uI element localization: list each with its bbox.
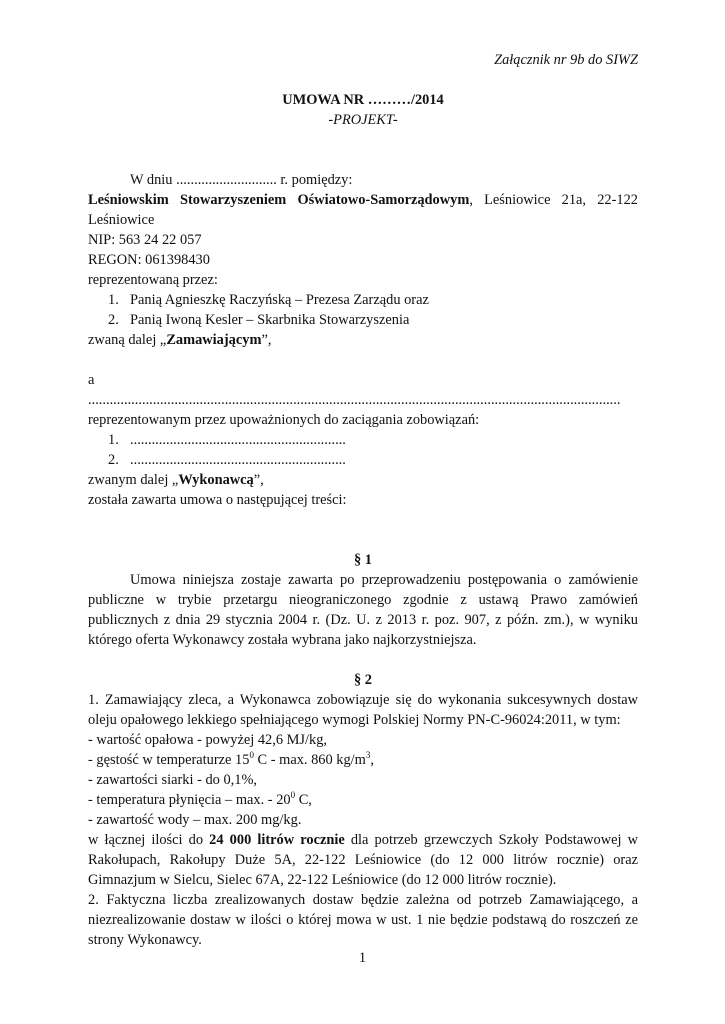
spec-text: C, bbox=[295, 792, 312, 808]
section-2-heading: § 2 bbox=[354, 672, 372, 688]
called-name: Wykonawcą bbox=[178, 472, 254, 488]
superscript: 0 bbox=[249, 750, 254, 761]
section-2-para-2 bbox=[88, 830, 638, 890]
spec-item-1: - wartość opałowa - powyżej 42,6 MJ/kg, bbox=[88, 732, 327, 748]
superscript: 0 bbox=[290, 790, 296, 801]
spec-item-3: - zawartości siarki - do 0,1%, bbox=[88, 772, 258, 788]
contract-title: UMOWA NR ………/2014 bbox=[282, 92, 444, 108]
party1-called bbox=[88, 330, 638, 350]
called-suffix: ”, bbox=[261, 332, 272, 348]
section-1-text: Umowa niniejsza zostaje zawarta po przeprowadzeniu postępowania o zamówienie publiczne w trybie przetargu nieograniczonego zgodnie z ustawą Prawo zamówień publicznych z dnia 29 stycznia 2004 r. (Dz. U. z 2013 r. poz. 907, z późn. zm.), w wyniku którego oferta Wykonawcy została wybrana jako najkorzystniejsza. bbox=[88, 572, 638, 648]
called-suffix: ”, bbox=[253, 472, 264, 488]
spec-item-5: - zawartość wody – max. 200 mg/kg. bbox=[88, 812, 302, 828]
party1-name-line bbox=[88, 190, 638, 230]
dotted-line: .................................................................................................................................................... bbox=[88, 392, 621, 408]
contract-subtitle: -PROJEKT- bbox=[328, 112, 398, 128]
intro-line: W dniu ............................ r. pomiędzy: bbox=[130, 172, 353, 188]
and-word: a bbox=[88, 372, 95, 388]
spec-item-4 bbox=[88, 790, 638, 810]
called-name: Zamawiającym bbox=[166, 332, 262, 348]
attachment-label: Załącznik nr 9b do SIWZ bbox=[494, 52, 638, 68]
document-content bbox=[88, 50, 638, 950]
page-number: 1 bbox=[358, 950, 367, 966]
para-text: w łącznej ilości do bbox=[88, 832, 210, 848]
spec-text: C - max. 860 kg/m bbox=[253, 752, 366, 768]
list-number: 2. bbox=[108, 312, 119, 328]
list-number: 2. bbox=[108, 452, 119, 468]
party1-regon: REGON: 061398430 bbox=[88, 252, 210, 268]
list-text: Panią Iwoną Kesler – Skarbnika Stowarzyszenia bbox=[130, 312, 410, 328]
list-number: 1. bbox=[108, 292, 119, 308]
spec-text: - gęstość w temperaturze 15 bbox=[88, 752, 250, 768]
para-bold: 24 000 litrów rocznie bbox=[209, 832, 345, 848]
called-prefix: zwanym dalej „ bbox=[88, 472, 179, 488]
party2-rep-2 bbox=[88, 450, 638, 470]
party1-rep-2 bbox=[88, 310, 638, 330]
section-1-heading: § 1 bbox=[354, 552, 372, 568]
party2-called bbox=[88, 470, 638, 490]
spec-text: , bbox=[370, 752, 374, 768]
spec-item-2 bbox=[88, 750, 638, 770]
party1-rep-1 bbox=[88, 290, 638, 310]
list-number: 1. bbox=[108, 432, 119, 448]
party2-rep-1 bbox=[88, 430, 638, 450]
called-prefix: zwaną dalej „ bbox=[88, 332, 167, 348]
party1-represented: reprezentowaną przez: bbox=[88, 272, 218, 288]
party1-address: , Leśniowice 21a, 22-122 Leśniowice bbox=[88, 192, 638, 228]
party2-concluded: została zawarta umowa o następującej treści: bbox=[88, 492, 347, 508]
party1-name: Leśniowskim Stowarzyszeniem Oświatowo-Samorządowym bbox=[88, 192, 470, 208]
list-text: Panią Agnieszkę Raczyńską – Prezesa Zarządu oraz bbox=[130, 292, 429, 308]
list-text: ............................................................ bbox=[130, 432, 346, 448]
spec-text: - temperatura płynięcia – max. - 20 bbox=[88, 792, 291, 808]
section-2-para-3: 2. Faktyczna liczba zrealizowanych dostaw będzie zależna od potrzeb Zamawiającego, a niezrealizowanie dostaw w ilości o której mowa w ust. 1 nie będzie podstawą do roszczeń ze strony Wykonawcy. bbox=[88, 892, 638, 948]
superscript: 3 bbox=[365, 750, 371, 761]
party2-represented: reprezentowanym przez upoważnionych do zaciągania zobowiązań: bbox=[88, 412, 480, 428]
section-2-para-1: 1. Zamawiający zleca, a Wykonawca zobowiązuje się do wykonania sukcesywnych dostaw oleju opałowego lekkiego spełniającego wymogi Polskiej Normy PN-C-96024:2011, w tym: bbox=[88, 692, 638, 728]
list-text: ............................................................ bbox=[130, 452, 346, 468]
para-text: dla potrzeb grzewczych Szkoły Podstawowej w Rakołupach, Rakołupy Duże 5A, 22-122 Leśniowice (do 12 000 litrów rocznie) oraz Gimnazjum w Sielcu, Sielec 67A, 22-122 Leśniowice (do 12 000 litrów rocznie). bbox=[88, 832, 638, 888]
party1-nip: NIP: 563 24 22 057 bbox=[88, 232, 202, 248]
